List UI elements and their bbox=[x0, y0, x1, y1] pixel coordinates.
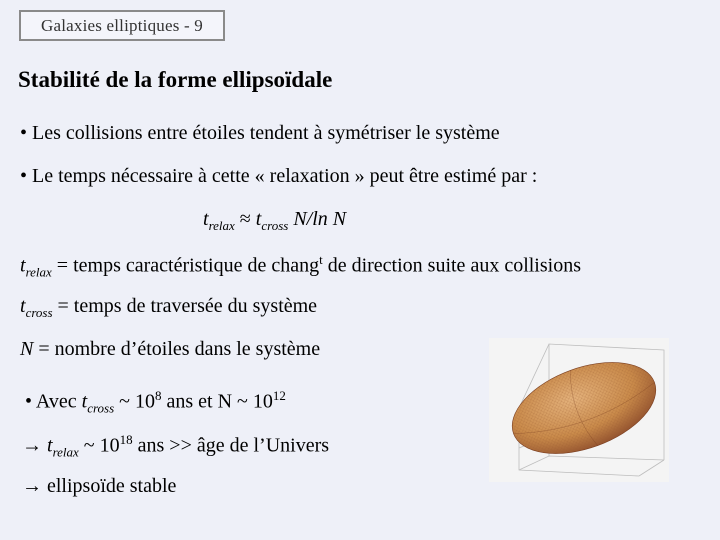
ellipsoid-plot bbox=[489, 338, 669, 482]
slide-header bbox=[19, 10, 225, 41]
formula-tail: N/ln N bbox=[293, 208, 347, 230]
definition-tcross: $t_{cross}$ = temps de traversée du système bbox=[20, 295, 318, 320]
definition-n: N = nombre d’étoiles dans le système bbox=[20, 338, 321, 360]
slide-header-label: Galaxies elliptiques - 9 bbox=[40, 15, 203, 35]
conclusion-trelax: → $t_{relax}$ ~ $10^{18}$ ans >> âge de l’Univers bbox=[22, 432, 330, 460]
bullet-collisions: • Les collisions entre étoiles tendent à symétriser le système bbox=[20, 122, 500, 144]
formula-relax-sub: relax bbox=[208, 218, 235, 233]
ellipsoid-shape bbox=[500, 345, 668, 471]
definition-trelax: $t_{relax}$ = temps caractéristique de chang$^t$ de direction suite aux collisions bbox=[20, 252, 581, 280]
ellipsoid-figure bbox=[489, 338, 669, 482]
slide-title: Stabilité de la forme ellipsoïdale bbox=[18, 67, 333, 92]
bullet-relaxation: • Le temps nécessaire à cette « relaxation » peut être estimé par : bbox=[20, 165, 538, 187]
estimate-avec: • Avec $t_{cross}$ ~ $10^8$ ans et N ~ $10^{12}$ bbox=[25, 388, 286, 416]
formula-cross-sub: cross bbox=[261, 218, 289, 233]
formula-t-relax: t bbox=[203, 208, 209, 230]
relaxation-formula bbox=[203, 208, 346, 234]
formula-t-cross: t bbox=[255, 208, 262, 230]
formula-approx: ≈ bbox=[239, 208, 251, 230]
conclusion-stable: → ellipsoïde stable bbox=[22, 475, 177, 497]
